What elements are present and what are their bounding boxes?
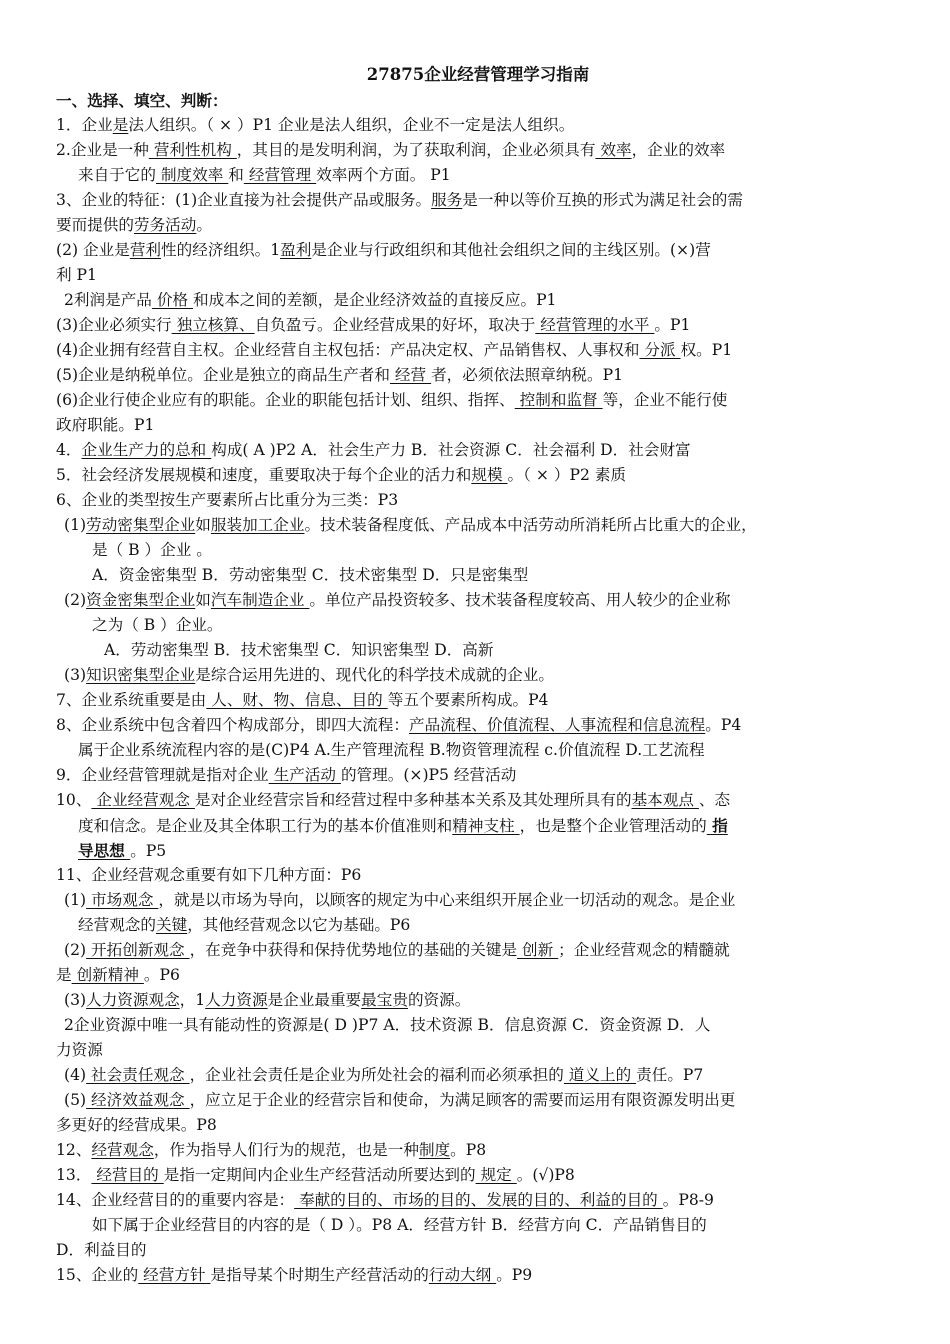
text-line [56,488,900,513]
text-segment: 6、企业的类型按生产要素所占比重分为三类：P3 [56,491,399,509]
underlined-answer: 经营观念 [91,1141,154,1159]
text-line [56,738,900,763]
text-segment: 。P8 [450,1141,487,1159]
text-line [56,388,900,413]
text-segment: 14、企业经营目的的重要内容是： [56,1191,295,1209]
text-line [56,788,900,813]
text-segment: 8、企业系统中包含着四个构成部分，即四大流程： [56,716,409,734]
text-segment: 力资源 [56,1041,103,1059]
text-segment: 9．企业经营管理就是指对企业 [56,766,269,784]
underlined-answer: 规模 [471,466,508,484]
underlined-answer: 市场观念 [86,891,159,909]
text-segment: (1) [64,516,87,534]
text-segment: 责任。P7 [636,1066,704,1084]
text-segment: 2利润是产品 [64,291,152,309]
text-line [56,863,900,888]
text-segment: ，作为指导人们行为的规范，也是一种 [153,1141,419,1159]
text-segment: 4． [56,441,82,459]
text-segment: 是综合运用先进的、现代化的科学技术成就的企业。 [195,666,554,684]
text-line [56,938,900,963]
text-segment: 是对企业经营宗旨和经营过程中多种基本关系及其处理所具有的 [194,791,632,809]
text-segment: 经营观念的 [78,916,156,934]
document-body [56,113,900,1288]
underlined-answer: 经营管理 [243,166,317,184]
underlined-answer: 控制和监督 [514,391,603,409]
text-line [56,988,900,1013]
underlined-answer: 独立核算、 [171,316,255,334]
section-heading: 一、选择、填空、判断： [56,91,228,110]
text-segment: 1．企业 [56,116,113,134]
underlined-answer: 精神支柱 [452,817,520,835]
text-segment: 。P5 [130,842,167,860]
underlined-answer: 生产活动 [268,766,341,784]
text-line [56,438,900,463]
text-segment: A．劳动密集型 B．技术密集型 C．知识密集型 D．高新 [104,641,494,659]
text-segment: 。P8-9 [662,1191,714,1209]
text-line [56,613,900,638]
text-segment: 度和信念。是企业及其全体职工行为的基本价值准则和 [78,817,453,835]
text-segment: 2企业资源中唯一具有能动性的资源是( D )P7 A．技术资源 B．信息资源 C．资金资源 D．人 [64,1016,711,1034]
text-segment: (5)企业是纳税单位。企业是独立的商品生产者和 [56,366,390,384]
underlined-answer: 规定 [475,1166,517,1184]
text-segment: 属于企业系统流程内容的是(C)P4 A.生产管理流程 B.物资管理流程 c.价值流程 D.工艺流程 [78,741,705,759]
text-segment: 如 [195,516,211,534]
text-segment: 是（ B ）企业 。 [92,541,212,559]
text-segment: 11、企业经营观念重要有如下几种方面：P6 [56,866,362,884]
text-line [56,563,900,588]
underlined-answer: 道义上的 [563,1066,637,1084]
underlined-answer: 是 [112,116,129,134]
text-segment: 和成本之间的差额，是企业经济效益的直接反应。P1 [193,291,557,309]
text-line [56,113,900,138]
text-segment: 、态 [698,791,731,809]
text-segment: 是指一定期间内企业生产经营活动所要达到的 [163,1166,476,1184]
text-segment: ；企业经营观念的精髓就 [558,941,730,959]
text-segment: 。P9 [496,1266,533,1284]
underlined-answer: 服装加工企业 [210,516,305,534]
text-segment: 。P6 [143,966,180,984]
underlined-answer: 创新精神 [71,966,144,984]
text-segment: ，1 [179,991,206,1009]
text-segment: 权。P1 [680,341,733,359]
text-line [56,913,900,938]
underlined-answer: 开拓创新观念 [86,941,190,959]
text-segment: 。 [196,216,212,234]
text-line [56,188,900,213]
text-segment: 15、企业的 [56,1266,139,1284]
text-line [56,1188,900,1213]
text-segment: 13． [56,1166,92,1184]
underlined-answer: 汽车制造企业 [210,591,310,609]
text-line [56,513,900,538]
document-title: 27875企业经营管理学习指南 [366,65,590,84]
text-segment: 3、企业的特征：(1)企业直接为社会提供产品或服务。 [56,191,432,209]
underlined-answer: 营利性机构 [148,141,237,159]
text-line [56,1263,900,1288]
text-segment: (3) [64,991,87,1009]
text-segment: ，企业的效率 [631,141,726,159]
text-segment: (6)企业行使企业应有的职能。企业的职能包括计划、组织、指挥、 [56,391,515,409]
text-line [56,313,900,338]
text-line [56,263,900,288]
text-segment: 利 P1 [56,266,97,284]
text-line [56,1213,900,1238]
text-segment: (2) [64,941,87,959]
text-segment: 效率两个方面。 P1 [316,166,451,184]
text-line [56,413,900,438]
underlined-answer: 营利 [129,241,162,259]
text-segment: 多更好的经营成果。P8 [56,1116,217,1134]
text-segment: 。P4 [705,716,742,734]
underlined-answer: 社会责任观念 [86,1066,190,1084]
text-line [56,338,900,363]
text-segment: 2.企业是一种 [56,141,149,159]
text-line [56,138,900,163]
underlined-answer: 企业生产力的总和 [81,441,212,459]
text-segment: 等五个要素所构成。P4 [387,691,549,709]
text-segment: 是一种以等价互换的形式为满足社会的需 [462,191,743,209]
underlined-answer: 资金密集型企业 [86,591,196,609]
text-segment: 。P1 [654,316,691,334]
text-line [56,1113,900,1138]
text-segment: 如下属于企业经营目的内容的是（ D ）。P8 A．经营方针 B．经营方向 C．产品销售目的 [92,1216,707,1234]
text-segment: 的资源。 [407,991,471,1009]
text-line [56,1038,900,1063]
text-line [56,1013,900,1038]
text-segment: 要而提供的 [56,216,134,234]
text-line [56,663,900,688]
text-line [56,1063,900,1088]
underlined-answer: 奉献的目的、市场的目的、发展的目的、利益的目的 [294,1191,663,1209]
text-segment: 。(√)P8 [516,1166,575,1184]
text-line [56,688,900,713]
text-segment: (3)企业必须实行 [56,316,172,334]
text-line [56,813,900,838]
text-segment: 10、 [56,791,92,809]
text-line [56,213,900,238]
underlined-answer: 知识密集型企业 [86,666,196,684]
text-segment: 。技术装备程度低、产品成本中活劳动所消耗所占比重大的企业， [304,516,757,534]
text-line [56,538,900,563]
text-line [56,363,900,388]
text-segment: ，在竞争中获得和保持优势地位的基础的关键是 [189,941,518,959]
text-line [56,963,900,988]
text-line [56,638,900,663]
text-line [56,1088,900,1113]
text-segment: 。单位产品投资较多、技术装备程度较高、用人较少的企业称 [309,591,731,609]
text-segment: 自负盈亏。企业经营成果的好坏，取决于 [254,316,536,334]
text-segment: 的管理。(×)P5 经营活动 [340,766,517,784]
underlined-answer: 制度效率 [155,166,229,184]
underlined-answer: 经营目的 [91,1166,164,1184]
underlined-answer: 指 [706,816,728,835]
underlined-answer: 盈利 [280,241,312,259]
text-segment: (1) [64,891,87,909]
text-segment: 和 [228,166,244,184]
underlined-answer: 行动大纲 [428,1266,497,1284]
underlined-answer: 最宝贵 [361,991,408,1009]
text-segment: (2) [64,591,87,609]
text-segment: 构成( A )P2 A．社会生产力 B．社会资源 C．社会福利 D．社会财富 [211,441,691,459]
underlined-answer: 服务 [431,191,463,209]
text-segment: ，其目的是发明利润，为了获取利润，企业必须具有 [236,141,596,159]
underlined-answer: 基本观点 [631,791,699,809]
text-line [56,238,900,263]
text-segment: (5) [64,1091,87,1109]
text-segment: 性的经济组织。1 [161,241,281,259]
text-segment: (4) [64,1066,87,1084]
underlined-answer: 劳动密集型企业 [86,516,196,534]
text-segment: A．资金密集型 B．劳动密集型 C．技术密集型 D．只是密集型 [92,566,529,584]
text-segment: 是企业与行政组织和其他社会组织之间的主线区别。(×)营 [311,241,711,259]
underlined-answer: 导思想 [78,841,131,860]
text-line [56,763,900,788]
text-segment: ，其他经营观念以它为基础。P6 [187,916,411,934]
underlined-answer: 经营 [389,366,432,384]
text-segment: 政府职能。P1 [56,416,155,434]
underlined-answer: 人、财、物、信息、目的 [206,691,388,709]
underlined-answer: 产品流程、价值流程、人事流程和信息流程 [408,716,706,734]
text-segment: 如 [195,591,211,609]
text-segment: ，也是整个企业管理活动的 [519,817,707,835]
text-segment: 5．社会经济发展规模和速度，重要取决于每个企业的活力和 [56,466,472,484]
text-segment: (3) [64,666,87,684]
underlined-answer: 效率 [595,141,632,159]
underlined-answer: 经济效益观念 [86,1091,190,1109]
text-segment: 12、 [56,1141,92,1159]
text-line [56,1138,900,1163]
text-segment: D．利益目的 [56,1241,147,1259]
text-segment: 之为（ B ）企业。 [92,616,223,634]
underlined-answer: 经营方针 [138,1266,211,1284]
underlined-answer: 分派 [639,341,681,359]
underlined-answer: 人力资源 [205,991,268,1009]
text-segment: (4)企业拥有经营自主权。企业经营自主权包括：产品决定权、产品销售权、人事权和 [56,341,640,359]
text-segment: 来自于它的 [78,166,156,184]
text-line [56,838,900,863]
underlined-answer: 人力资源观念 [86,991,180,1009]
text-segment: ，应立足于企业的经营宗旨和使命，为满足顾客的需要而运用有限资源发明出更 [189,1091,736,1109]
text-segment: 是 [56,966,72,984]
underlined-answer: 企业经营观念 [91,791,195,809]
underlined-answer: 制度 [418,1141,451,1159]
text-segment: (2) 企业是 [56,241,130,259]
text-segment: 7、企业系统重要是由 [56,691,207,709]
underlined-answer: 价格 [151,291,193,309]
text-line [56,1163,900,1188]
text-segment: 。（ × ）P2 素质 [507,466,627,484]
text-segment: 是指导某个时期生产经营活动的 [210,1266,429,1284]
text-segment: ，企业社会责任是企业为所处社会的福利而必须承担的 [189,1066,564,1084]
text-line [56,588,900,613]
text-line [56,1238,900,1263]
underlined-answer: 创新 [517,941,559,959]
text-segment: 是企业最重要 [267,991,362,1009]
text-segment: 法人组织。（ × ）P1 企业是法人组织，企业不一定是法人组织。 [128,116,575,134]
text-line [56,713,900,738]
text-line [56,463,900,488]
text-segment: 者，必须依法照章纳税。P1 [431,366,624,384]
text-segment: 等，企业不能行使 [602,391,728,409]
text-segment: ，就是以市场为导向，以顾客的规定为中心来组织开展企业一切活动的观念。是企业 [158,891,736,909]
underlined-answer: 关键 [155,916,188,934]
text-line [56,288,900,313]
underlined-answer: 经营管理的水平 [535,316,655,334]
text-line [56,888,900,913]
text-line [56,163,900,188]
underlined-answer: 劳务活动 [133,216,197,234]
